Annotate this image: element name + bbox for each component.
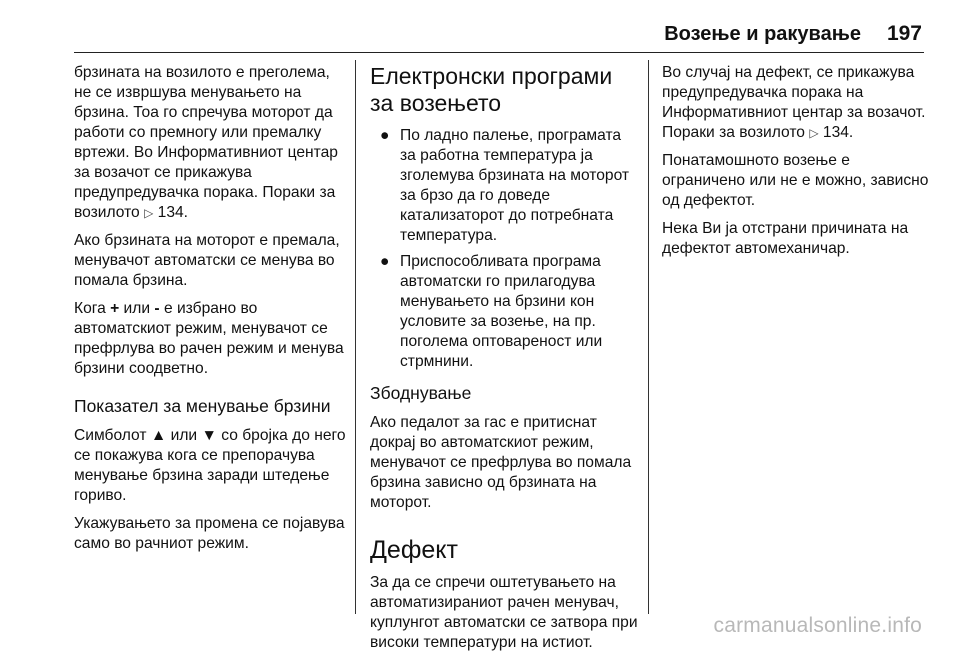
- text: Кога: [74, 300, 111, 317]
- paragraph: [662, 63, 934, 143]
- paragraph: За да се спречи оштетувањето на автоматизираниот рачен менувач, куплунгот автоматски се затвора при високи температури на истиот.: [370, 574, 638, 651]
- paragraph: Симболот ▲ или ▼ со бројка до него се покажува кога се препорачува менување брзина заради штедење гориво.: [74, 427, 346, 504]
- page-number: 197: [886, 22, 922, 45]
- list-item: [370, 126, 638, 246]
- column-right: [662, 63, 934, 267]
- section-title: Електронски програми за возењето: [370, 63, 613, 116]
- section-title: Дефект: [370, 536, 458, 564]
- page-header: [74, 22, 924, 53]
- paragraph: [74, 63, 346, 223]
- bullet-list: [370, 126, 638, 372]
- page-ref-arrow-icon: ▷: [144, 206, 154, 220]
- list-item-text: Приспособливата програма автоматски го прилагодува менувањето на брзини кон условите за возење, на пр. поголема оптовареност или стрмнини.: [400, 253, 603, 370]
- page-ref-arrow-icon: ▷: [809, 126, 819, 140]
- list-item: [370, 252, 638, 372]
- plus-symbol: +: [110, 300, 120, 317]
- paragraph: Укажувањето за промена се појавува само во рачниот режим.: [74, 515, 345, 552]
- column-left: [74, 63, 346, 562]
- header-title: Возење и ракување: [664, 23, 861, 45]
- minus-symbol: -: [154, 300, 160, 317]
- section-heading: Показател за менување брзини: [74, 396, 331, 416]
- bullet-icon: ●: [380, 253, 390, 270]
- paragraph: Нека Ви ја отстрани причината на дефектот автомеханичар.: [662, 220, 909, 257]
- section-heading: Збоднување: [370, 383, 472, 403]
- text: или: [119, 300, 155, 317]
- column-divider: [355, 60, 356, 614]
- page-ref-link[interactable]: 134.: [822, 124, 854, 141]
- list-item-text: По ладно палење, програмата за работна температура ја зголемува брзината на моторот за брзо да го доведе катализаторот до потребната температура.: [400, 127, 630, 244]
- paragraph-text: Во случај на дефект, се прикажува предупредувачка порака на Информативниот центар за возачот. Пораки за возилото: [662, 64, 926, 141]
- paragraph-text: брзината на возилото е преголема, не се извршува менувањето на брзина. Тоа го спречува моторот да работи со премногу или премалку вртежи. Во Информативниот центар за возачот се прикажува предупредувачка порака. Пораки за возилото: [74, 64, 338, 221]
- paragraph: Ако педалот за гас е притиснат докрај во автоматскиот режим, менувачот се префрлува во помала брзина зависно од брзината на моторот.: [370, 414, 632, 511]
- paragraph: Понатамошното возење е ограничено или не е можно, зависно од дефектот.: [662, 152, 929, 209]
- column-middle: [370, 63, 638, 661]
- text: е избрано во автоматскиот режим, менувачот се префрлува во рачен режим и менува брзини соодветно.: [74, 300, 344, 377]
- column-divider: [648, 60, 649, 614]
- watermark: carmanualsonline.info: [713, 614, 922, 637]
- paragraph: Ако брзината на моторот е премала, менувачот автоматски се менува во помала брзина.: [74, 232, 340, 289]
- page-ref-link[interactable]: 134.: [157, 204, 188, 221]
- paragraph: [74, 299, 346, 379]
- bullet-icon: ●: [380, 127, 390, 144]
